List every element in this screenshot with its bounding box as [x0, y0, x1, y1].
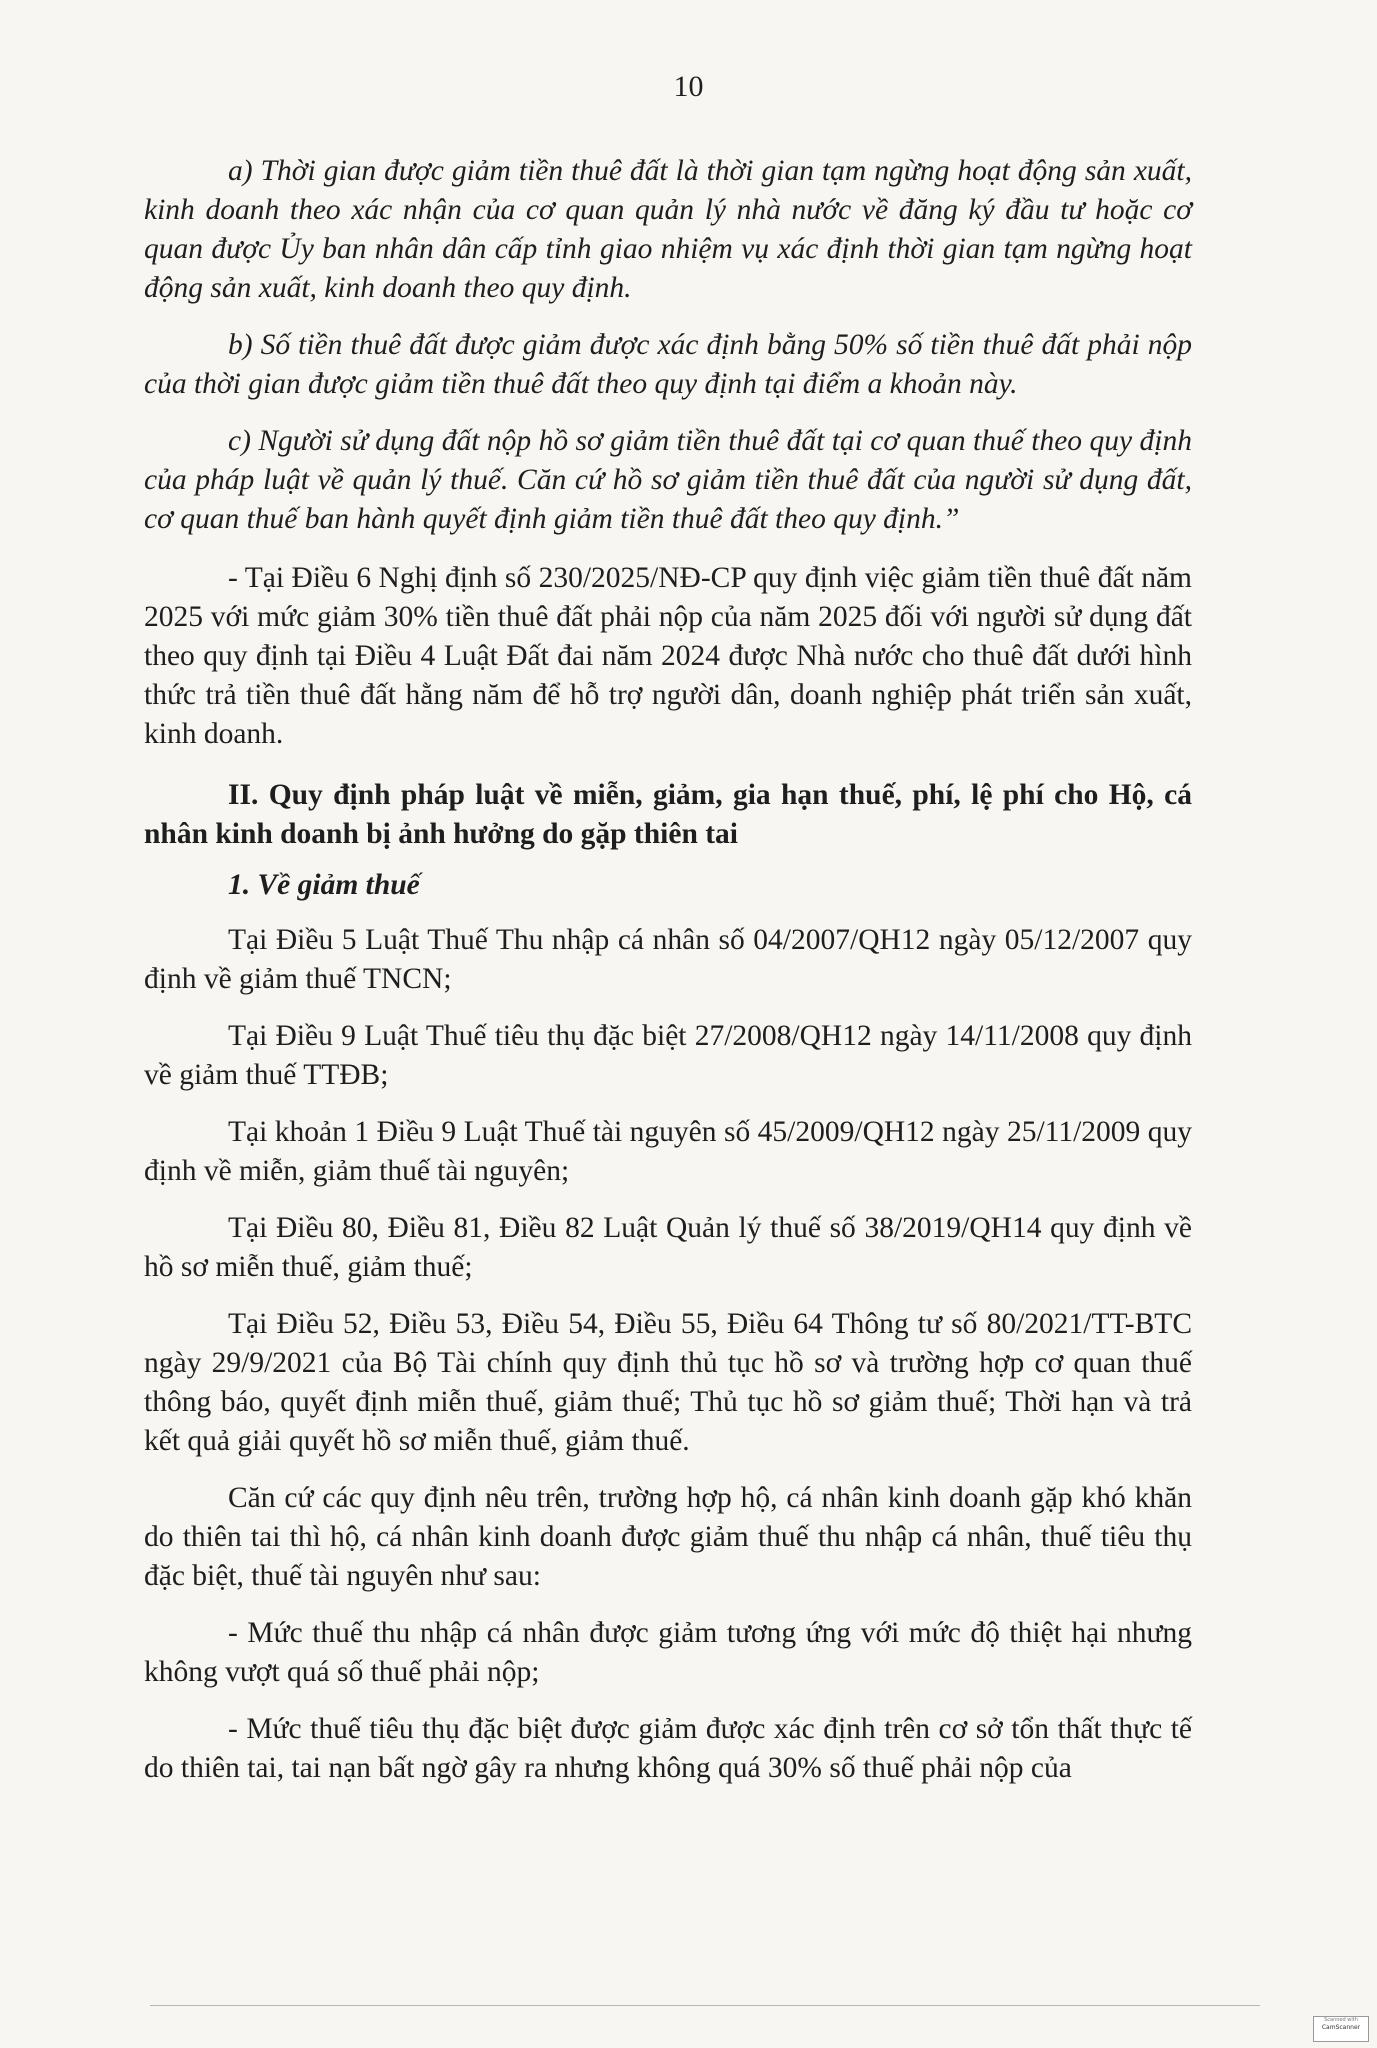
scanner-watermark-badge: [1313, 2016, 1369, 2042]
document-body: [144, 152, 1192, 1788]
section-heading-ii: II. Quy định pháp luật về miễn, giảm, gia hạn thuế, phí, lệ phí cho Hộ, cá nhân kinh doanh bị ảnh hưởng do gặp thiên tai: [144, 779, 1192, 850]
footer-divider: [150, 2005, 1260, 2006]
paragraph-b: b) Số tiền thuê đất được giảm được xác định bằng 50% số tiền thuê đất phải nộp của thời gian được giảm tiền thuê đất theo quy định tại điểm a khoản này.: [144, 329, 1192, 400]
badge-line-2: CamScanner: [1321, 2024, 1361, 2031]
paragraph-resource-tax-law: Tại khoản 1 Điều 9 Luật Thuế tài nguyên số 45/2009/QH12 ngày 25/11/2009 quy định về miễn, giảm thuế tài nguyên;: [144, 1116, 1192, 1187]
page-number: 10: [673, 70, 704, 103]
paragraph-a: a) Thời gian được giảm tiền thuê đất là thời gian tạm ngừng hoạt động sản xuất, kinh doanh theo xác nhận của cơ quan quản lý nhà nước về đăng ký đầu tư hoặc cơ quan được Ủy ban nhân dân cấp tỉnh giao nhiệm vụ xác định thời gian tạm ngừng hoạt động sản xuất, kinh doanh theo quy định.: [144, 155, 1192, 304]
paragraph-sct-reduction: - Mức thuế tiêu thụ đặc biệt được giảm được xác định trên cơ sở tổn thất thực tế do thiên tai, tai nạn bất ngờ gây ra nhưng không quá 30% số thuế phải nộp của: [144, 1713, 1192, 1784]
paragraph-pit-law: Tại Điều 5 Luật Thuế Thu nhập cá nhân số 04/2007/QH12 ngày 05/12/2007 quy định về giảm thuế TNCN;: [144, 924, 1192, 995]
paragraph-basis: Căn cứ các quy định nêu trên, trường hợp hộ, cá nhân kinh doanh gặp khó khăn do thiên tai thì hộ, cá nhân kinh doanh được giảm thuế thu nhập cá nhân, thuế tiêu thụ đặc biệt, thuế tài nguyên như sau:: [144, 1482, 1192, 1592]
paragraph-tax-admin-law: Tại Điều 80, Điều 81, Điều 82 Luật Quản lý thuế số 38/2019/QH14 quy định về hồ sơ miễn thuế, giảm thuế;: [144, 1212, 1192, 1283]
paragraph-circular-80: Tại Điều 52, Điều 53, Điều 54, Điều 55, Điều 64 Thông tư số 80/2021/TT-BTC ngày 29/9/2021 của Bộ Tài chính quy định thủ tục hồ sơ và trường hợp cơ quan thuế thông báo, quyết định miễn thuế, giảm thuế; Thủ tục hồ sơ giảm thuế; Thời hạn và trả kết quả giải quyết hồ sơ miễn thuế, giảm thuế.: [144, 1308, 1192, 1457]
paragraph-decree-230: - Tại Điều 6 Nghị định số 230/2025/NĐ-CP quy định việc giảm tiền thuê đất năm 2025 với mức giảm 30% tiền thuê đất phải nộp của năm 2025 đối với người sử dụng đất theo quy định tại Điều 4 Luật Đất đai năm 2024 được Nhà nước cho thuê đất dưới hình thức trả tiền thuê đất hằng năm để hỗ trợ người dân, doanh nghiệp phát triển sản xuất, kinh doanh.: [144, 562, 1192, 750]
paragraph-special-consumption-law: Tại Điều 9 Luật Thuế tiêu thụ đặc biệt 27/2008/QH12 ngày 14/11/2008 quy định về giảm thuế TTĐB;: [144, 1020, 1192, 1091]
paragraph-c: c) Người sử dụng đất nộp hồ sơ giảm tiền thuê đất tại cơ quan thuế theo quy định của pháp luật về quản lý thuế. Căn cứ hồ sơ giảm tiền thuê đất của người sử dụng đất, cơ quan thuế ban hành quyết định giảm tiền thuê đất theo quy định.”: [144, 425, 1192, 535]
paragraph-pit-reduction: - Mức thuế thu nhập cá nhân được giảm tương ứng với mức độ thiệt hại nhưng không vượt quá số thuế phải nộp;: [144, 1617, 1192, 1688]
subheading-tax-reduction: 1. Về giảm thuế: [228, 869, 420, 901]
badge-line-1: Scanned with: [1324, 2017, 1358, 2023]
